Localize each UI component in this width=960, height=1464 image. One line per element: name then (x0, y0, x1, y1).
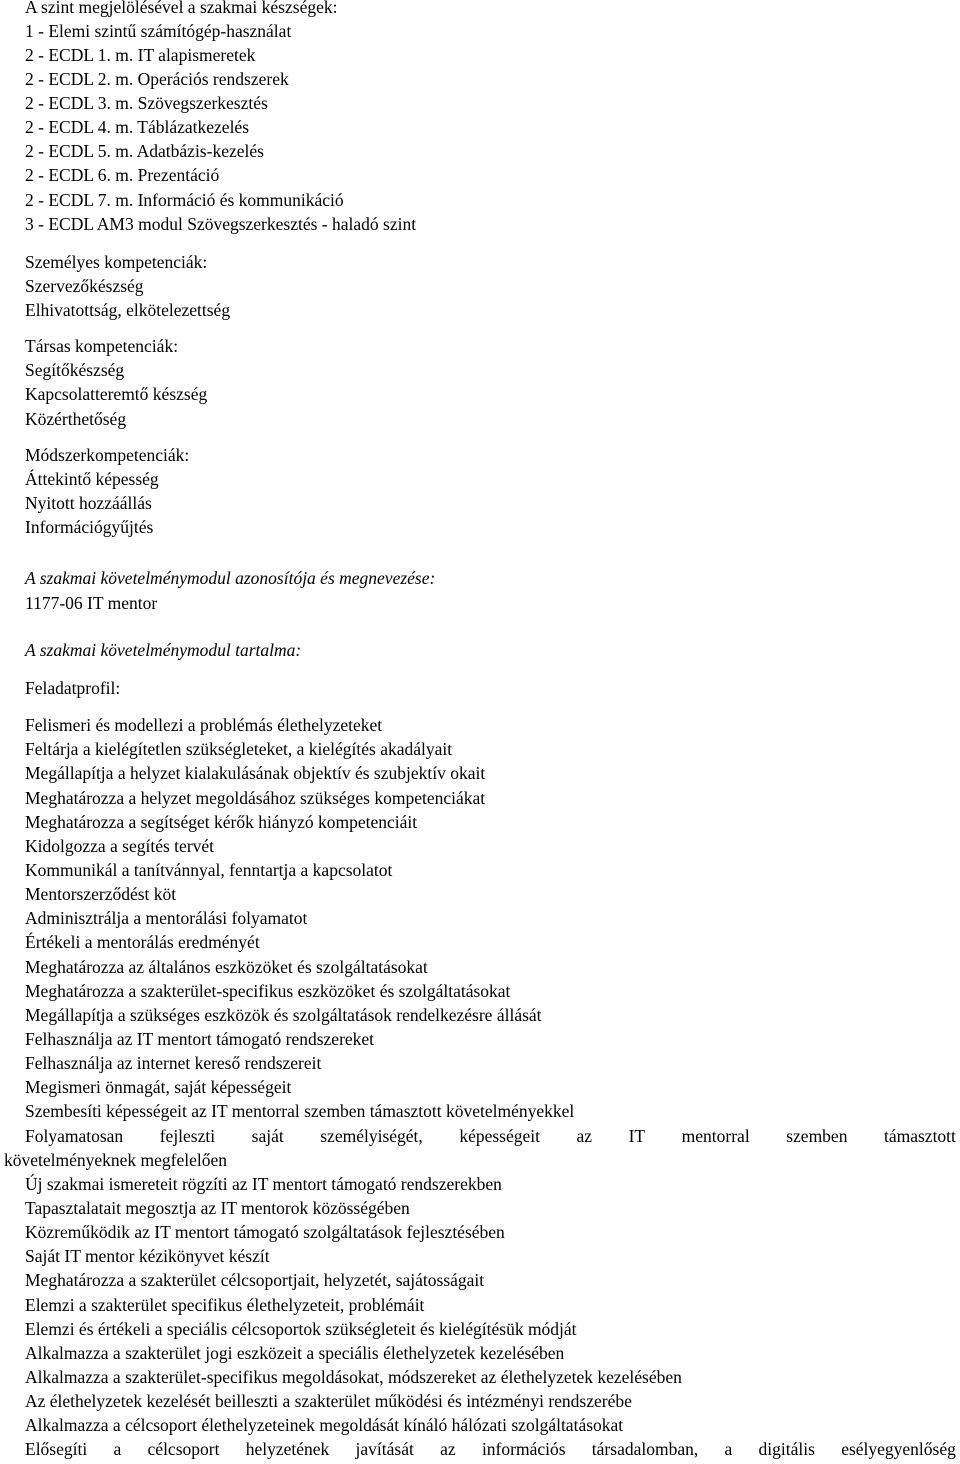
module-id-heading: A szakmai követelménymodul azonosítója és megnevezése: (25, 568, 436, 588)
task-item: Az élethelyzetek kezelését beilleszti a szakterület működési és intézményi rendszerébe (25, 1391, 632, 1411)
word: személyiségét, (320, 1126, 423, 1146)
word: képességeit (459, 1126, 540, 1146)
task-item: Felhasználja az internet kereső rendszereit (25, 1053, 322, 1073)
competency-item: Segítőkészség (25, 360, 125, 380)
skill-item: 2 - ECDL 5. m. Adatbázis-kezelés (25, 141, 264, 161)
word: az (576, 1126, 593, 1146)
word: a (724, 1439, 733, 1459)
module-content-heading: A szakmai követelménymodul tartalma: (25, 640, 302, 660)
competency-item: Információgyűjtés (25, 517, 154, 537)
word: a (113, 1439, 122, 1459)
task-item: Értékeli a mentorálás eredményét (25, 932, 260, 952)
task-item: Meghatározza a szakterület célcsoportjait, helyzetét, sajátosságait (25, 1270, 485, 1290)
task-item: Tapasztalatait megosztja az IT mentorok közösségében (25, 1198, 410, 1218)
skill-item: 2 - ECDL 4. m. Táblázatkezelés (25, 117, 250, 137)
task-item: Alkalmazza a célcsoport élethelyzeteinek megoldását kínáló hálózati szolgáltatásokat (25, 1415, 624, 1435)
word: saját (251, 1126, 284, 1146)
task-item: Meghatározza az általános eszközöket és szolgáltatásokat (25, 957, 428, 977)
task-item: Megállapítja a szükséges eszközök és szolgáltatások rendelkezésre állását (25, 1005, 542, 1025)
task-item: Adminisztrálja a mentorálási folyamatot (25, 908, 308, 928)
word: szemben (786, 1126, 848, 1146)
task-item: Alkalmazza a szakterület-specifikus megoldásokat, módszereket az élethelyzetek kezelésében (25, 1367, 682, 1387)
word: az (440, 1439, 456, 1459)
skill-item: 2 - ECDL 1. m. IT alapismeretek (25, 45, 256, 65)
word: mentorral (681, 1126, 750, 1146)
personal-competencies-heading: Személyes kompetenciák: (25, 252, 208, 272)
task-item: Saját IT mentor kézikönyvet készít (25, 1246, 270, 1266)
skill-item: 3 - ECDL AM3 modul Szövegszerkesztés - haladó szint (25, 214, 417, 234)
skill-item: 1 - Elemi szintű számítógép-használat (25, 21, 292, 41)
task-item: Kidolgozza a segítés tervét (25, 836, 215, 856)
task-item: Felismeri és modellezi a problémás élethelyzeteket (25, 715, 383, 735)
task-item: Meghatározza a szakterület-specifikus eszközöket és szolgáltatásokat (25, 981, 511, 1001)
task-item: Alkalmazza a szakterület jogi eszközeit a speciális élethelyzetek kezelésében (25, 1343, 565, 1363)
word: Elősegíti (25, 1439, 88, 1459)
word: támasztott (883, 1126, 956, 1146)
method-competencies-heading: Módszerkompetenciák: (25, 445, 190, 465)
task-item-continuation: követelményeknek megfelelően (4, 1150, 228, 1170)
task-profile-heading: Feladatprofil: (25, 678, 121, 698)
task-item: Megismeri önmagát, saját képességeit (25, 1077, 292, 1097)
word: társadalomban, (591, 1439, 699, 1459)
task-item: Elemzi a szakterület specifikus élethelyzeteit, problémáit (25, 1295, 425, 1315)
task-item: Felhasználja az IT mentort támogató rendszereket (25, 1029, 375, 1049)
task-item: Új szakmai ismereteit rögzíti az IT mentort támogató rendszerekben (25, 1174, 502, 1194)
competency-item: Elhivatottság, elkötelezettség (25, 300, 231, 320)
task-item: Mentorszerződést köt (25, 884, 177, 904)
task-item: Megállapítja a helyzet kialakulásának objektív és szubjektív okait (25, 763, 486, 783)
word: digitális (758, 1439, 815, 1459)
word: IT (628, 1126, 646, 1146)
word: célcsoport (147, 1439, 220, 1459)
task-item: Feltárja a kielégítetlen szükségleteket, a kielégítés akadályait (25, 739, 453, 759)
social-competencies-heading: Társas kompetenciák: (25, 336, 179, 356)
competency-item: Közérthetőség (25, 409, 127, 429)
task-item: Szembesíti képességeit az IT mentorral szemben támasztott követelményekkel (25, 1101, 575, 1121)
skill-item: 2 - ECDL 7. m. Információ és kommunikáció (25, 190, 344, 210)
word: információs (481, 1439, 566, 1459)
skill-item: 2 - ECDL 6. m. Prezentáció (25, 165, 220, 185)
task-item: Elemzi és értékeli a speciális célcsoportok szükségleteit és kielégítésük módját (25, 1319, 577, 1339)
word: fejleszti (159, 1126, 216, 1146)
word: Folyamatosan (25, 1126, 124, 1146)
word: esélyegyenlőség (841, 1439, 956, 1459)
task-item: Közreműködik az IT mentort támogató szolgáltatások fejlesztésében (25, 1222, 505, 1242)
skills-heading: A szint megjelölésével a szakmai készségek: (25, 0, 338, 17)
competency-item: Kapcsolatteremtő készség (25, 384, 208, 404)
skill-item: 2 - ECDL 3. m. Szövegszerkesztés (25, 93, 268, 113)
word: helyzetének (245, 1439, 330, 1459)
competency-item: Nyitott hozzáállás (25, 493, 152, 513)
competency-item: Áttekintő képesség (25, 469, 159, 489)
task-item-justified (25, 1437, 956, 1461)
task-item: Kommunikál a tanítvánnyal, fenntartja a kapcsolatot (25, 860, 393, 880)
task-item: Meghatározza a segítséget kérők hiányzó kompetenciáit (25, 812, 418, 832)
competency-item: Szervezőkészség (25, 276, 144, 296)
skill-item: 2 - ECDL 2. m. Operációs rendszerek (25, 69, 289, 89)
word: javítását (355, 1439, 414, 1459)
task-item: Meghatározza a helyzet megoldásához szükséges kompetenciákat (25, 788, 486, 808)
task-item-justified (25, 1124, 956, 1148)
module-id-value: 1177-06 IT mentor (25, 593, 158, 613)
